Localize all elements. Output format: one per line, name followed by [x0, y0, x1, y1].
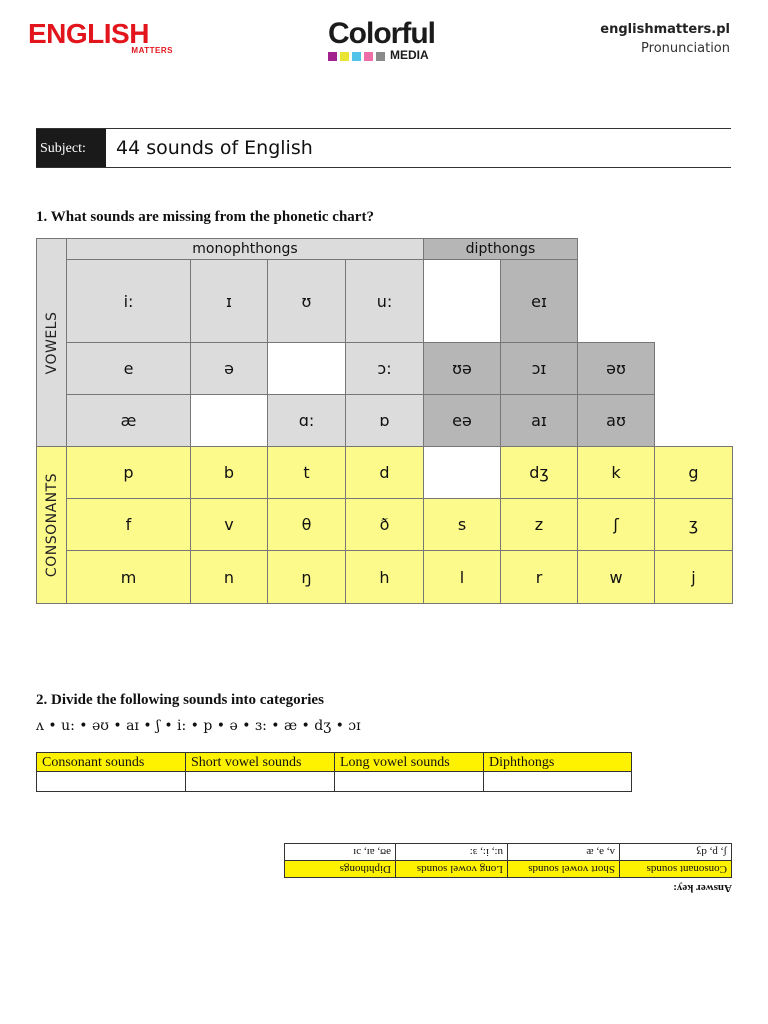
answer-header: Short vowel sounds — [507, 860, 620, 878]
colorful-logo-text: Colorful — [328, 17, 435, 50]
color-square — [352, 52, 361, 61]
missing-vowel-cell[interactable] — [423, 259, 501, 343]
category-label: Pronunciation — [641, 41, 730, 56]
question-2: 2. Divide the following sounds into categories — [36, 692, 324, 708]
consonant-cell: j — [654, 550, 733, 604]
vowel-cell: ɪ — [190, 259, 268, 343]
consonant-cell: n — [190, 550, 268, 604]
consonant-cell: ŋ — [267, 550, 346, 604]
consonant-cell: f — [66, 498, 191, 551]
question-1: 1. What sounds are missing from the phonetic chart? — [36, 209, 374, 225]
consonants-side-label — [36, 446, 67, 604]
vowel-cell: i: — [66, 259, 191, 343]
logo-subtext: MATTERS — [131, 46, 173, 55]
category-answer-cell[interactable] — [185, 771, 335, 792]
vowel-cell: eɪ — [500, 259, 578, 343]
consonant-cell: ð — [345, 498, 424, 551]
categories-table — [36, 752, 632, 792]
consonant-cell: θ — [267, 498, 346, 551]
vowel-cell: ə — [190, 342, 268, 395]
consonant-cell: l — [423, 550, 501, 604]
vowel-cell: ɔ: — [345, 342, 424, 395]
consonant-cell: r — [500, 550, 578, 604]
vowel-cell: ʊə — [423, 342, 501, 395]
consonant-cell: dʒ — [500, 446, 578, 499]
consonant-cell: s — [423, 498, 501, 551]
vowel-cell: ɒ — [345, 394, 424, 447]
media-logo-text: MEDIA — [390, 48, 429, 62]
vowel-cell: ʊ — [267, 259, 346, 343]
site-info — [600, 22, 730, 56]
consonant-cell: k — [577, 446, 655, 499]
consonant-cell: t — [267, 446, 346, 499]
vowels-side-label — [36, 238, 67, 447]
consonant-cell: m — [66, 550, 191, 604]
consonant-cell: ʒ — [654, 498, 733, 551]
answer-header: Consonant sounds — [619, 860, 732, 878]
category-header: Consonant sounds — [36, 752, 186, 772]
consonant-cell: b — [190, 446, 268, 499]
answer-value: u:, i:, ɜ: — [395, 843, 508, 861]
subject-bar — [36, 128, 731, 168]
vowel-cell: eə — [423, 394, 501, 447]
consonant-cell: d — [345, 446, 424, 499]
color-square — [364, 52, 373, 61]
monophthongs-header: monophthongs — [66, 238, 424, 260]
page-title: 44 sounds of English — [116, 137, 313, 159]
consonant-cell: w — [577, 550, 655, 604]
answer-value: ʌ, ə, æ — [507, 843, 620, 861]
colorful-media-logo — [328, 18, 442, 64]
consonants-label: CONSONANTS — [43, 472, 60, 578]
subject-label: Subject: — [36, 129, 106, 167]
category-answer-cell[interactable] — [483, 771, 632, 792]
category-header: Diphthongs — [483, 752, 632, 772]
site-url[interactable]: englishmatters.pl — [600, 22, 730, 37]
color-square — [340, 52, 349, 61]
consonant-cell: h — [345, 550, 424, 604]
consonant-cell: p — [66, 446, 191, 499]
answer-header: Diphthongs — [284, 860, 396, 878]
vowel-cell: u: — [345, 259, 424, 343]
missing-vowel-cell[interactable] — [267, 342, 346, 395]
vowel-cell: aʊ — [577, 394, 655, 447]
category-answer-cell[interactable] — [334, 771, 484, 792]
consonant-cell: z — [500, 498, 578, 551]
vowel-cell: e — [66, 342, 191, 395]
answer-header: Long vowel sounds — [395, 860, 508, 878]
vowel-cell: aɪ — [500, 394, 578, 447]
missing-consonant-cell[interactable] — [423, 446, 501, 499]
answer-value: ʃ, p, dʒ — [619, 843, 732, 861]
logo-text: ENGLISH — [28, 18, 149, 49]
diphthongs-header: dipthongs — [423, 238, 578, 260]
vowel-cell: ɔɪ — [500, 342, 578, 395]
consonant-cell: v — [190, 498, 268, 551]
category-header: Long vowel sounds — [334, 752, 484, 772]
color-square — [328, 52, 337, 61]
answer-key — [284, 842, 732, 894]
vowel-cell: ɑ: — [267, 394, 346, 447]
category-answer-cell[interactable] — [36, 771, 186, 792]
consonant-cell: ʃ — [577, 498, 655, 551]
phonetic-chart — [36, 238, 733, 604]
missing-vowel-cell[interactable] — [190, 394, 268, 447]
vowel-cell: əʊ — [577, 342, 655, 395]
answer-key-label: Answer key: — [673, 882, 732, 894]
english-matters-logo — [28, 20, 173, 54]
vowels-label: VOWELS — [43, 311, 60, 374]
color-square — [376, 52, 385, 61]
sound-list: ʌ • u: • əʊ • aɪ • ʃ • i: • p • ə • ɜ: • æ • dʒ • ɔɪ — [36, 718, 361, 734]
vowel-cell: æ — [66, 394, 191, 447]
consonant-cell: g — [654, 446, 733, 499]
answer-value: əʊ, aɪ, ɔɪ — [284, 843, 396, 861]
category-header: Short vowel sounds — [185, 752, 335, 772]
